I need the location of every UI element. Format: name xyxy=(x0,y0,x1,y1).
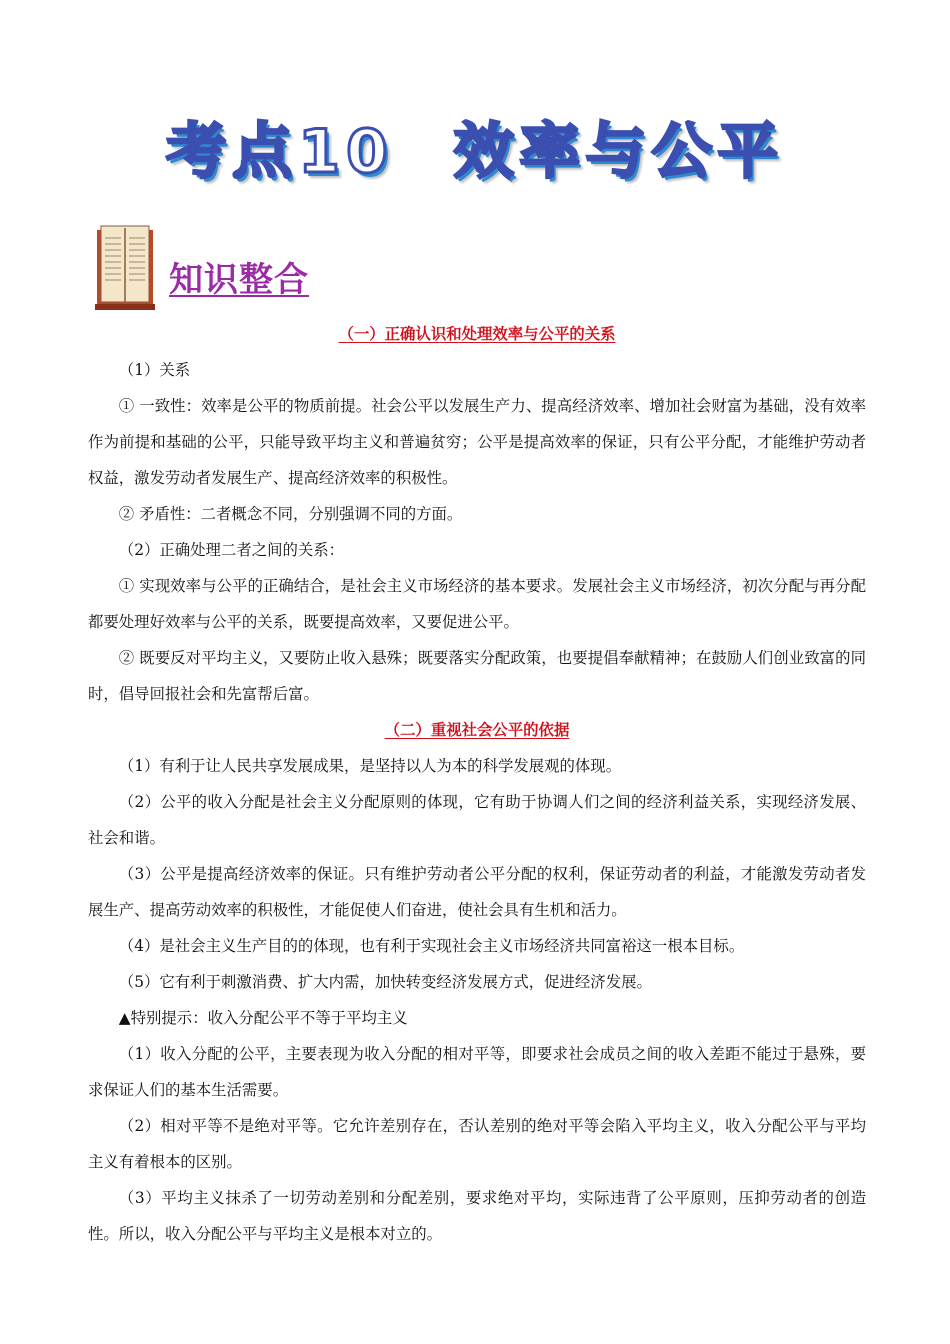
paragraph: （1）收入分配的公平，主要表现为收入分配的相对平等，即要求社会成员之间的收入差距不能过于悬殊，要求保证人们的基本生活需要。 xyxy=(88,1045,866,1099)
special-note: ▲特别提示：收入分配公平不等于平均主义 xyxy=(118,1009,408,1027)
title-part1: 考点10 xyxy=(166,117,394,187)
document-body xyxy=(88,316,866,1252)
paragraph: ① 实现效率与公平的正确结合，是社会主义市场经济的基本要求。发展社会主义市场经济，初次分配与再分配都要处理好效率与公平的关系，既要提高效率，又要促进公平。 xyxy=(88,577,866,631)
section-header xyxy=(93,224,393,314)
paragraph: （2）相对平等不是绝对平等。它允许差别存在，否认差别的绝对平等会陷入平均主义，收入分配公平与平均主义有着根本的区别。 xyxy=(88,1117,866,1171)
book-icon xyxy=(93,224,157,312)
paragraph: ② 既要反对平均主义，又要防止收入悬殊；既要落实分配政策，也要提倡奉献精神；在鼓励人们创业致富的同时，倡导回报社会和先富帮后富。 xyxy=(88,649,866,703)
section-header-label: 知识整合 xyxy=(169,260,309,300)
paragraph: （5）它有利于刺激消费、扩大内需，加快转变经济发展方式，促进经济发展。 xyxy=(118,973,652,991)
paragraph: ② 矛盾性：二者概念不同，分别强调不同的方面。 xyxy=(118,505,463,523)
paragraph: （4）是社会主义生产目的的体现，也有利于实现社会主义市场经济共同富裕这一根本目标。 xyxy=(118,937,745,955)
paragraph: （3）平均主义抹杀了一切劳动差别和分配差别，要求绝对平均，实际违背了公平原则，压抑劳动者的创造性。所以，收入分配公平与平均主义是根本对立的。 xyxy=(88,1189,866,1243)
paragraph: （3）公平是提高经济效率的保证。只有维护劳动者公平分配的权利，保证劳动者的利益，才能激发劳动者发展生产、提高劳动效率的积极性，才能促使人们奋进，使社会具有生机和活力。 xyxy=(88,865,866,919)
paragraph: （1）有利于让人民共享发展成果，是坚持以人为本的科学发展观的体现。 xyxy=(118,757,622,775)
title-part2: 效率与公平 xyxy=(453,117,784,187)
page-title xyxy=(0,117,950,187)
section-heading-2: （二）重视社会公平的依据 xyxy=(384,721,570,739)
paragraph: （2）公平的收入分配是社会主义分配原则的体现，它有助于协调人们之间的经济利益关系，实现经济发展、社会和谐。 xyxy=(88,793,866,847)
paragraph: （2）正确处理二者之间的关系： xyxy=(118,541,345,559)
paragraph: ① 一致性：效率是公平的物质前提。社会公平以发展生产力、提高经济效率、增加社会财富为基础，没有效率作为前提和基础的公平，只能导致平均主义和普遍贫穷；公平是提高效率的保证，只有公平分配，才能维护劳动者权益，激发劳动者发展生产、提高经济效率的积极性。 xyxy=(88,397,866,487)
section-heading-1: （一）正确认识和处理效率与公平的关系 xyxy=(338,325,616,343)
paragraph: （1）关系 xyxy=(118,361,191,379)
